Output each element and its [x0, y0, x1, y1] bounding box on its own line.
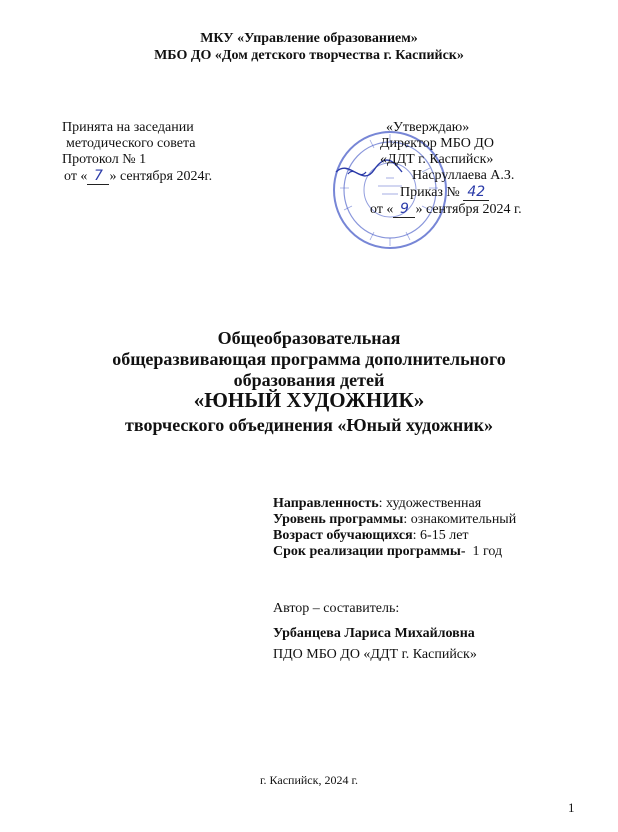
left-line-2: методического совета [66, 136, 196, 151]
term-label: Срок реализации программы- [273, 544, 466, 559]
footer-city-year: г. Каспийск, 2024 г. [259, 773, 359, 787]
header-line-1: МКУ «Управление образованием» [200, 31, 418, 46]
author-name: Урбанцева Лариса Михайловна [273, 626, 475, 641]
approval-right-block [372, 120, 572, 218]
right-order-label: Приказ № [400, 185, 460, 200]
author-position: ПДО МБО ДО «ДДТ г. Каспийск» [273, 647, 477, 662]
right-date-prefix: от « [370, 202, 394, 217]
right-line-3: «ДДТ г. Каспийск» [380, 152, 494, 167]
left-line-3: Протокол № 1 [62, 152, 147, 167]
page-number: 1 [568, 800, 575, 815]
program-title: «ЮНЫЙ ХУДОЖНИК» [193, 388, 425, 412]
left-date-prefix: от « [64, 169, 88, 184]
left-date-suffix: » сентября 2024г. [109, 169, 213, 184]
header-line-2: МБО ДО «Дом детского творчества г. Каспийск» [154, 48, 464, 63]
right-date-day: 9 [393, 201, 415, 218]
right-date-suffix: » сентября 2024 г. [415, 202, 522, 217]
right-line-2: Директор МБО ДО [380, 136, 494, 151]
approval-left-block [62, 120, 212, 185]
right-line-4: Насруллаева А.З. [412, 168, 515, 183]
left-line-1: Принята на заседании [62, 120, 194, 135]
program-line-1: Общеобразовательная [217, 328, 401, 348]
level-label: Уровень программы [273, 512, 404, 527]
direction-label: Направленность [273, 496, 379, 511]
left-date-day: 7 [87, 168, 109, 185]
right-line-1: «Утверждаю» [386, 120, 470, 135]
right-order-number: 42 [463, 184, 489, 201]
program-parameters [273, 496, 516, 560]
program-heading [0, 328, 618, 391]
author-label: Автор – составитель: [273, 601, 400, 616]
program-line-3: образования детей [233, 370, 385, 390]
program-line-2: общеразвивающая программа дополнительного [112, 349, 506, 369]
age-label: Возраст обучающихся [273, 528, 413, 543]
term-value: 1 год [465, 544, 503, 559]
level-value: : ознакомительный [403, 512, 517, 527]
program-subtitle: творческого объединения «Юный художник» [125, 415, 493, 435]
direction-value: : художественная [378, 496, 482, 511]
age-value: : 6-15 лет [412, 528, 469, 543]
author-block [273, 601, 477, 663]
